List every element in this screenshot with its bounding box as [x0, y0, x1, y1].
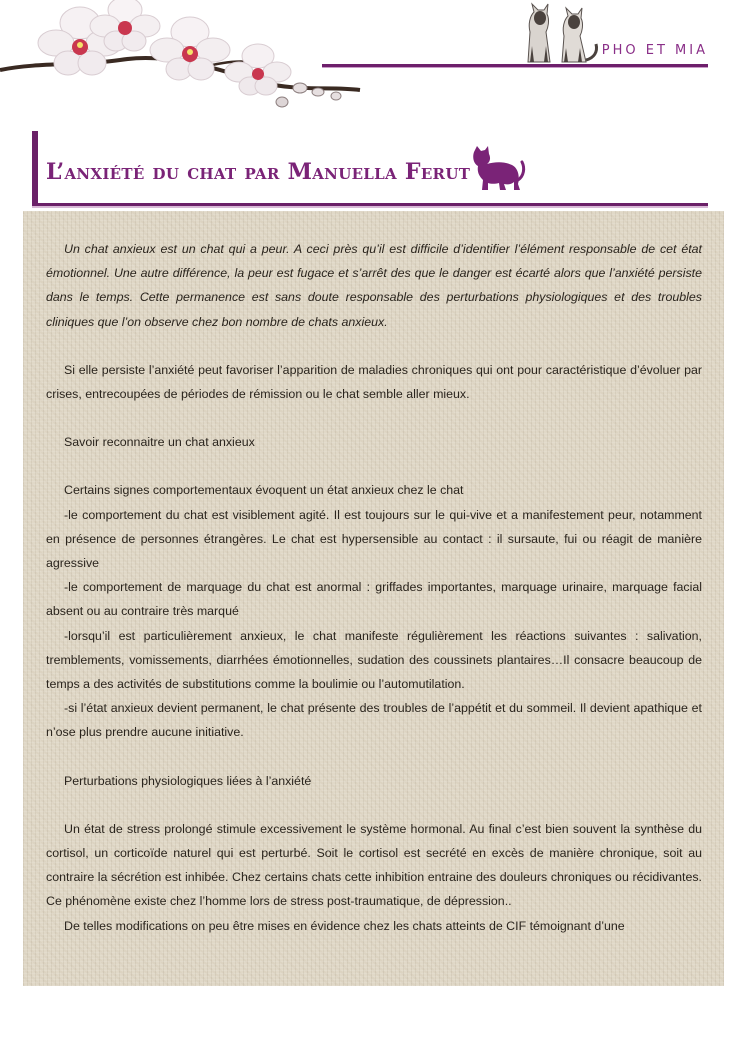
spacer [46, 334, 702, 358]
header-divider [322, 64, 708, 68]
orchid-branch-image [0, 0, 370, 120]
list-item-marking: -le comportement de marquage du chat est anormal : griffades importantes, marquage urinaire, marquage facial absent ou au contraire très marqué [46, 580, 702, 619]
paragraph-signs: Certains signes comportementaux évoquent un état anxieux chez le chat [64, 483, 464, 498]
spacer [46, 793, 702, 817]
siamese-cats-image [520, 2, 600, 64]
brand-name: PHO ET MIA [601, 43, 708, 58]
article-content [46, 237, 702, 938]
paragraph-stress: Un état de stress prolongé stimule excessivement le système hormonal. Au final c’est bien souvent la synthèse du cortisol, un corticoïde naturel qui est perturbé. Soit le cortisol est secrété en excès de manière chronique, soit au contraire la sécrétion est inhibée. Chez certains chats cette inhibition entraine des douleurs chroniques ou récidivantes. Ce phénomène existe chez l’homme lors de stress post-traumatique, de dépression.. [46, 821, 702, 909]
title-left-bar [32, 131, 38, 208]
page-header [0, 0, 751, 120]
paragraph-chronic: Si elle persiste l’anxiété peut favoriser l’apparition de maladies chroniques qui ont pour caractéristique d’évoluer par crises, entrecoupées de périodes de rémission ou le chat semble aller mieux. [46, 362, 702, 402]
section-heading-recognize: Savoir reconnaitre un chat anxieux [64, 435, 255, 450]
list-item-permanent: -si l’état anxieux devient permanent, le chat présente des troubles de l’appétit et du sommeil. Il devient apathique et n’ose plus prendre aucune initiative. [46, 701, 702, 740]
paragraph-cif: De telles modifications on peu être mises en évidence chez les chats atteints de CIF témoignant d’une [64, 918, 625, 933]
spacer [46, 406, 702, 430]
spacer [46, 454, 702, 478]
title-block [32, 131, 708, 208]
cat-silhouette-icon [468, 146, 526, 192]
page-title: L’anxiété du chat par Manuella Ferut [46, 159, 471, 185]
article-panel [23, 211, 724, 986]
title-underline [32, 203, 708, 208]
section-heading-physiology: Perturbations physiologiques liées à l’anxiété [64, 773, 312, 788]
list-item-reactions: -lorsqu’il est particulièrement anxieux, le chat manifeste régulièrement les réactions suivantes : salivation, tremblements, vomissements, diarrhées émotionnelles, sudation des coussinets plantaires…Il consacre beaucoup de temps a des activités de substitutions comme la boulimie ou l’automutilation. [46, 628, 702, 692]
paragraph-intro: Un chat anxieux est un chat qui a peur. A ceci près qu’il est difficile d’identifier l’élément responsable de cet état émotionnel. Une autre différence, la peur est fugace et s’arrêt des que le danger est écarté alors que l’anxiété persiste dans le temps. Cette permanence est sans doute responsable des perturbations physiologiques et des troubles cliniques que l’on observe chez bon nombre de chats anxieux. [46, 242, 702, 329]
list-item-agitated: -le comportement du chat est visiblement agité. Il est toujours sur le qui-vive et a manifestement peur, notamment en présence de personnes étrangères. Le chat est hypersensible au contact : il sursaute, fui ou réagit de manière agressive [46, 507, 702, 571]
spacer [46, 745, 702, 769]
